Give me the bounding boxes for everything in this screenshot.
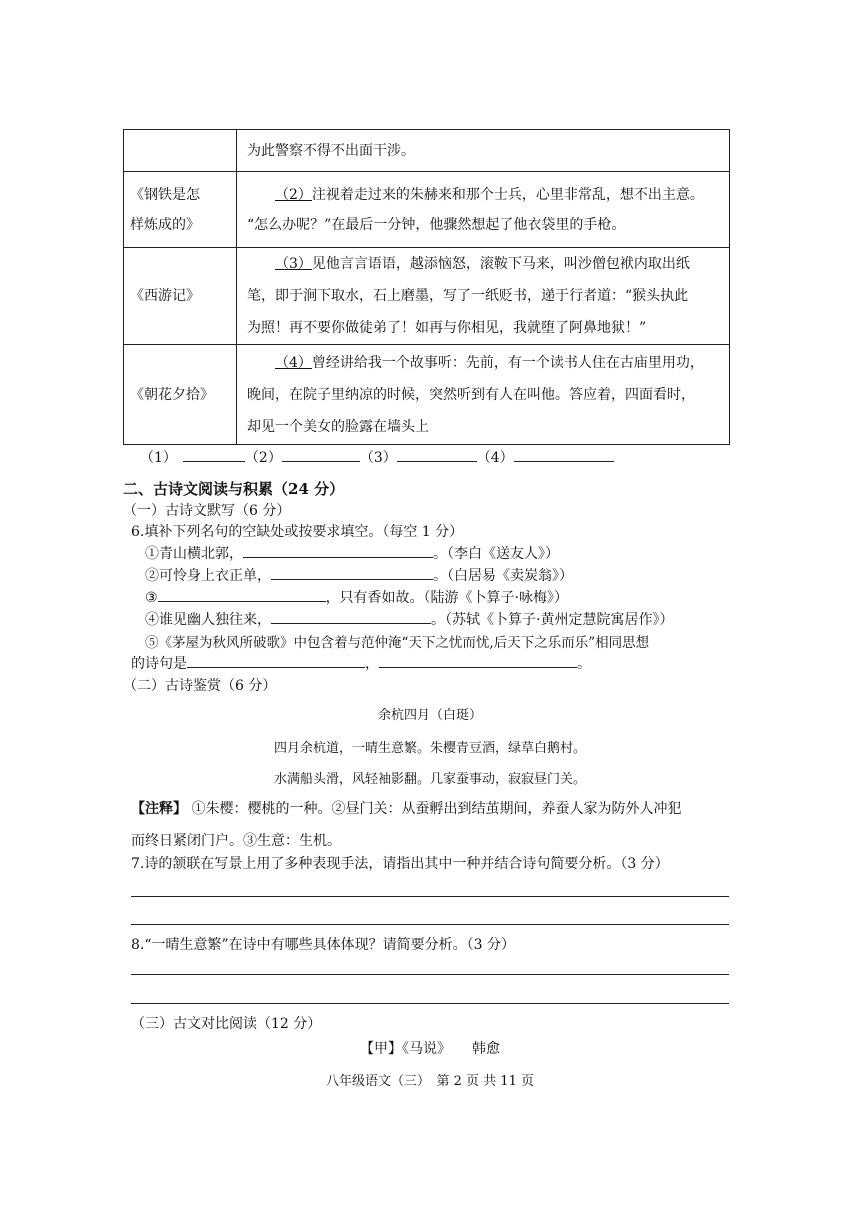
poem-title: 余杭四月（白珽）	[377, 708, 482, 723]
poem-note: 【注释】 ①朱樱：樱桃的一种。②昼门关：从蚕孵出到结茧期间，养蚕人家为防外人冲犯	[131, 801, 682, 817]
subsection-heading: （三）古文对比阅读（12 分）	[131, 1016, 322, 1032]
section-heading: 二、古诗文阅读与积累（24 分）	[123, 480, 345, 498]
table-cell-empty	[124, 130, 237, 172]
subsection-heading: （一）古诗文默写（6 分）	[123, 503, 291, 519]
table-cell: 为此警察不得不出面干涉。	[237, 130, 730, 172]
blank-number: （4）	[275, 354, 312, 371]
book-title-cell: 《朝花夕拾》	[124, 345, 237, 445]
passage-title: 【甲】《马说》 韩愈	[360, 1041, 500, 1057]
answer-line[interactable]	[131, 924, 729, 925]
poem-line-2: 水满船头滑，风轻袖影翻。几家蚕事动，寂寂昼门关。	[273, 772, 586, 787]
blank-number: （3）	[275, 256, 312, 272]
book-title-cell: 《西游记》	[124, 248, 237, 345]
excerpt-cell: （2）注视着走过来的朱赫来和那个士兵，心里非常乱，想不出主意。 “怎么办呢？”在最后一分钟，他骤然想起了他衣袋里的手枪。	[237, 172, 730, 248]
fill-item-5-cont: 的诗句是 ， 。	[131, 653, 591, 673]
book-title-cell: 《钢铁是怎 样炼成的》	[124, 172, 237, 248]
answer-line[interactable]	[131, 1003, 729, 1004]
page-footer: 八年级语文（三） 第 2 页 共 11 页	[326, 1074, 534, 1089]
fill-item-4: ④谁见幽人独往来， 。（苏轼《卜算子·黄州定慧院寓居作》）	[145, 609, 673, 629]
excerpt-cell: （4）曾经讲给我一个故事听：先前，有一个读书人住在古庙里用功， 晚间，在院子里纳凉的时候，突然听到有人在叫他。答应着，四面看时， 却见一个美女的脸露在墙头上	[237, 345, 730, 445]
fill-item-3: ③ ，只有香如故。（陆游《卜算子·咏梅》）	[145, 587, 568, 607]
answer-blanks-row: （1） （2） （3） （4）	[140, 447, 614, 467]
reading-table	[123, 129, 730, 445]
excerpt-cell: （3）见他言言语语，越添恼怒，滚鞍下马来，叫沙僧包袱内取出纸 笔，即于涧下取水，石上磨墨，写了一纸贬书，递于行者道：“猴头执此 为照！再不要你做徒弟了！如再与你相见，我就堕了阿鼻地狱！”	[237, 248, 730, 345]
poem-line-1: 四月余杭道，一晴生意繁。朱樱青豆酒，绿草白鹅村。	[273, 741, 586, 756]
answer-line[interactable]	[131, 974, 729, 975]
question-7: 7.诗的颔联在写景上用了多种表现手法，请指出其中一种并结合诗句简要分析。（3 分）	[131, 856, 669, 872]
fill-item-1: ①青山横北郭， 。（李白《送友人》）	[145, 543, 559, 563]
fill-item-5: ⑤《茅屋为秋风所破歌》中包含着与范仲淹“天下之忧而忧,后天下之乐而乐”相同思想	[145, 635, 650, 651]
poem-note-cont: 而终日紧闭门户。③生意：生机。	[131, 833, 341, 849]
fill-item-2: ②可怜身上衣正单， 。（白居易《卖炭翁》）	[145, 565, 573, 585]
subsection-heading: （二）古诗鉴赏（6 分）	[123, 678, 277, 694]
blank-number: （2）	[275, 186, 312, 203]
answer-line[interactable]	[131, 896, 729, 897]
question-6: 6.填补下列名句的空缺处或按要求填空。（每空 1 分）	[131, 524, 464, 540]
question-8: 8.“一晴生意繁”在诗中有哪些具体体现？请简要分析。（3 分）	[131, 937, 516, 953]
